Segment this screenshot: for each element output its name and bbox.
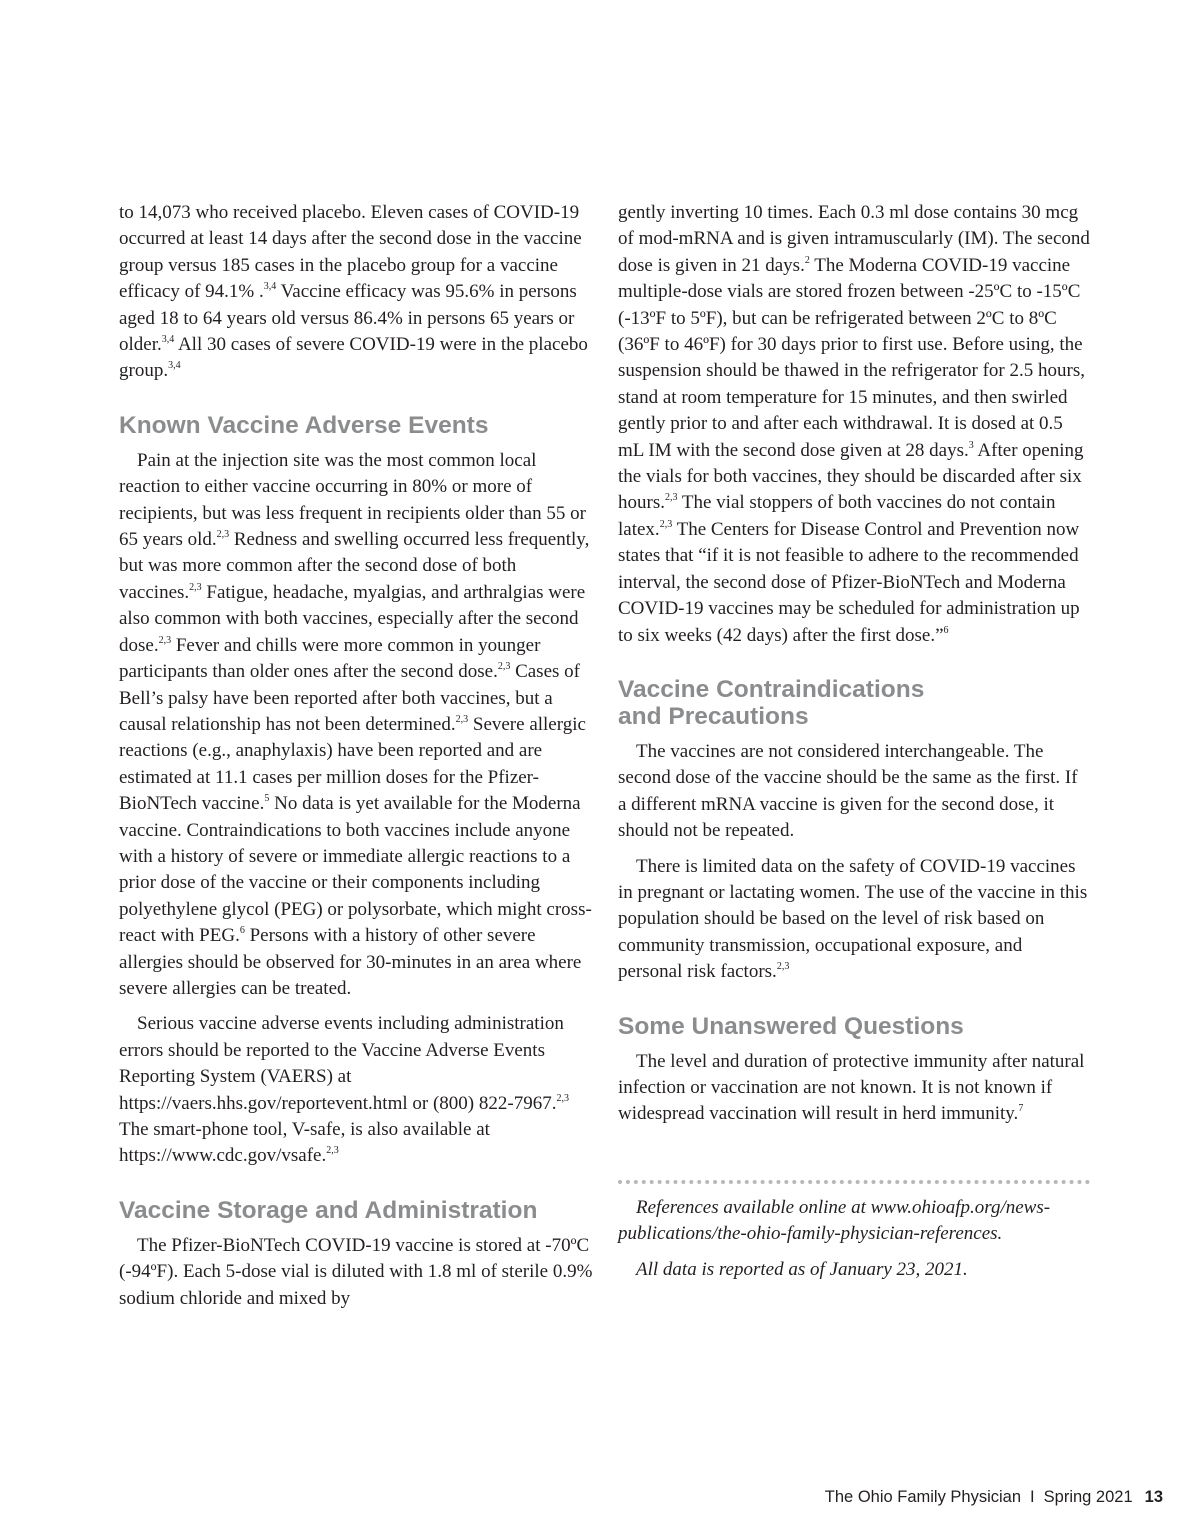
citation: 2,3 (664, 492, 678, 504)
text-run: No data is yet available for the Moderna vaccine. Contraindications to both vaccines include anyone with a history of severe or immediate allergic reactions to a prior dose of the vaccine or their components including polyethylene glycol (PEG) or polysorbate, which might cross-react with PEG. (119, 793, 592, 947)
citation: 2,3 (455, 713, 469, 725)
text-run: Fever and chills were more common in younger participants than older ones after the second dose. (119, 634, 541, 683)
adverse-events-paragraph (119, 448, 597, 1003)
heading-contraindications-precautions (618, 676, 1090, 730)
citation: 2,3 (326, 1145, 339, 1157)
dotted-divider (618, 1180, 1090, 1184)
text-run: All 30 cases of severe COVID-19 were in the placebo group. (119, 334, 588, 382)
page-number: 13 (1144, 1488, 1163, 1506)
text-run: Persons with a history of other severe allergies should be observed for 30-minutes in an area where severe allergies can be treated. (119, 925, 582, 999)
citation: 3,4 (263, 281, 277, 293)
contraindications-paragraph: The vaccines are not considered interchangeable. The second dose of the vaccine should be the same as the first. If a different mRNA vaccine is given for the second dose, it should not be repeated. (618, 740, 1078, 842)
text-run: The smart-phone tool, V-safe, is also available at https://www.cdc.gov/vsafe. (119, 1092, 579, 1167)
heading-known-adverse-events: Known Vaccine Adverse Events (119, 411, 489, 439)
citation: 7 (1018, 1103, 1024, 1115)
heading-storage-administration: Vaccine Storage and Administration (119, 1196, 538, 1224)
citation: 3,4 (161, 334, 175, 346)
text-run: Redness and swelling occurred less frequently, but was more common after the second dose of both vaccines. (119, 529, 590, 603)
data-date-note: All data is reported as of January 23, 2021. (636, 1258, 968, 1280)
text-run: The Centers for Disease Control and Prevention now states that “if it is not feasible to adhere to the recommended interval, the second dose of Pfizer-BioNTech and Moderna COVID-19 vaccines may be scheduled for administration up to six weeks (42 days) after the first dose.” (618, 518, 1080, 646)
storage-continued-paragraph (618, 200, 1090, 649)
citation: 2,3 (556, 1092, 569, 1104)
questions-paragraph (618, 1049, 1090, 1128)
text-run: Pain at the injection site was the most common local reaction to either vaccine occurring in 80% or more of recipients, but was less frequent in recipients older than 55 or 65 years old. (119, 449, 586, 551)
text-run: Vaccine efficacy was 95.6% in persons aged 18 to 64 years old versus 86.4% in persons 65 years or older. (119, 281, 577, 356)
citation: 6 (239, 925, 245, 937)
text-run: Severe allergic reactions (e.g., anaphylaxis) have been reported and are estimated at 11.1 cases per million doses for the Pfizer-BioNTech vaccine. (119, 713, 586, 815)
text-run: to 14,073 who received placebo. Eleven cases of COVID-19 occurred at least 14 days after the second dose in the vaccine group versus 185 cases in the placebo group for a vaccine efficacy of 94.1% . (119, 202, 582, 303)
text-run: The Pfizer-BioNTech COVID-19 vaccine is stored at -70ºC (-94ºF). Each 5-dose vial is diluted with 1.8 ml of sterile 0.9% sodium chloride and mixed by (119, 1234, 593, 1309)
right-column (618, 200, 1090, 1283)
left-column (119, 200, 597, 1312)
text-run: Fatigue, headache, myalgias, and arthralgias were also common with both vaccines, especially after the second dose. (119, 581, 586, 656)
citation: 2,3 (189, 581, 202, 593)
citation: 2,3 (659, 518, 673, 530)
intro-paragraph (119, 200, 597, 385)
citation: 6 (943, 624, 949, 636)
footer-issue: Spring 2021 (1043, 1488, 1133, 1506)
citation: 2,3 (776, 961, 790, 973)
citation: 5 (264, 793, 270, 805)
citation: 2,3 (158, 634, 172, 646)
citation: 2 (804, 254, 810, 266)
page-footer (825, 1488, 1163, 1507)
heading-line: and Precautions (618, 702, 809, 730)
citation: 3,4 (168, 360, 181, 372)
citation: 3 (968, 439, 974, 451)
heading-unanswered-questions: Some Unanswered Questions (618, 1012, 964, 1040)
heading-line: Vaccine Contraindications (618, 675, 925, 703)
text-run: The Moderna COVID-19 vaccine multiple-dose vials are stored frozen between -25ºC to -15ºC (-13ºF to 5ºF), but can be refrigerated between 2ºC to 8ºC (36ºF to 46ºF) for 30 days prior to first use. Before using, the suspension should be thawed in the refrigerator for 2.5 hours, stand at room temperature for 15 minutes, and then swirled gently prior to and after each withdrawal. It is dosed at 0.5 mL IM with the second dose given at 28 days. (618, 254, 1085, 461)
text-run: After opening the vials for both vaccines, they should be discarded after six hours. (618, 439, 1084, 514)
text-run: Serious vaccine adverse events including administration errors should be reported to the Vaccine Adverse Events Reporting System (VAERS) at https://vaers.hhs.gov/reportevent.html or (800) 822-7967. (119, 1013, 564, 1114)
vaers-paragraph (119, 1011, 597, 1169)
citation: 2,3 (497, 661, 511, 673)
storage-paragraph (119, 1233, 597, 1312)
text-run: The level and duration of protective immunity after natural infection or vaccination are not known. It is not known if widespread vaccination will result in herd immunity. (618, 1050, 1085, 1125)
text-run: gently inverting 10 times. Each 0.3 ml dose contains 30 mcg of mod-mRNA and is given intramuscularly (IM). The second dose is given in 21 days. (618, 202, 1090, 276)
pregnancy-paragraph (618, 854, 1090, 986)
footer-separator: I (1030, 1488, 1035, 1506)
text-run: There is limited data on the safety of COVID-19 vaccines in pregnant or lactating women. The use of the vaccine in this population should be based on the level of risk based on community transmission, occupational exposure, and personal risk factors. (618, 855, 1088, 983)
footer-publication: The Ohio Family Physician (824, 1488, 1022, 1506)
text-run: The vial stoppers of both vaccines do not contain latex. (618, 492, 1056, 540)
citation: 2,3 (216, 529, 230, 541)
text-run: Cases of Bell’s palsy have been reported after both vaccines, but a causal relationship has not been determined. (119, 661, 580, 735)
references-note: References available online at www.ohioafp.org/news-publications/the-ohio-family-physician-references. (618, 1196, 1051, 1245)
